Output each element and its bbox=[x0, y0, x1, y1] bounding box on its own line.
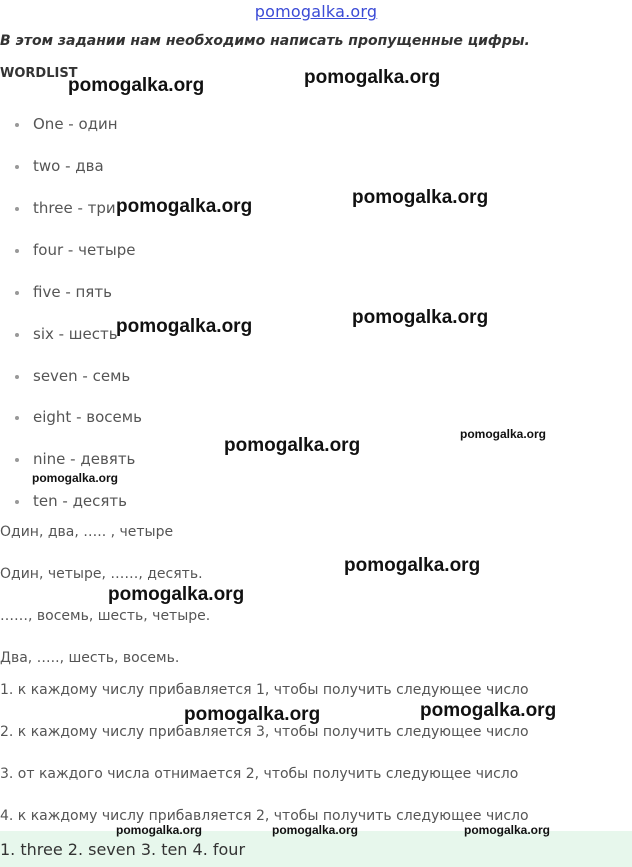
watermark: pomogalka.org bbox=[352, 187, 489, 208]
bullet-icon bbox=[15, 458, 19, 462]
bullet-icon bbox=[15, 375, 19, 379]
watermark: pomogalka.org bbox=[460, 427, 547, 441]
watermark: pomogalka.org bbox=[352, 307, 489, 328]
bullet-icon bbox=[15, 165, 19, 169]
sequence-line: Два, ….., шесть, восемь. bbox=[0, 650, 180, 666]
sequence-line: Один, четыре, ……, десять. bbox=[0, 566, 203, 582]
watermark: pomogalka.org bbox=[344, 555, 481, 576]
bullet-icon bbox=[15, 500, 19, 504]
watermark: pomogalka.org bbox=[116, 196, 253, 217]
rule-line: 2. к каждому числу прибавляется 3, чтобы получить следующее число bbox=[0, 724, 529, 740]
wordlist-heading: WORDLIST bbox=[0, 66, 78, 81]
watermark: pomogalka.org bbox=[464, 823, 551, 837]
rule-line: 1. к каждому числу прибавляется 1, чтобы получить следующее число bbox=[0, 682, 529, 698]
watermark: pomogalka.org bbox=[108, 584, 245, 605]
bullet-icon bbox=[15, 123, 19, 127]
watermark: pomogalka.org bbox=[304, 67, 441, 88]
watermark: pomogalka.org bbox=[272, 823, 359, 837]
watermark: pomogalka.org bbox=[116, 823, 203, 837]
task-intro: В этом задании нам необходимо написать пропущенные цифры. bbox=[0, 33, 530, 49]
bullet-icon bbox=[15, 249, 19, 253]
watermark: pomogalka.org bbox=[32, 471, 119, 485]
sequence-line: Один, два, ….. , четыре bbox=[0, 524, 174, 540]
rule-line: 3. от каждого числа отнимается 2, чтобы получить следующее число bbox=[0, 766, 519, 782]
rule-line: 4. к каждому числу прибавляется 2, чтобы получить следующее число bbox=[0, 808, 529, 824]
watermark: pomogalka.org bbox=[116, 316, 253, 337]
bullet-icon bbox=[15, 416, 19, 420]
watermark: pomogalka.org bbox=[224, 435, 361, 456]
site-header-link[interactable]: pomogalka.org bbox=[254, 2, 378, 21]
watermark: pomogalka.org bbox=[420, 700, 557, 721]
bullet-icon bbox=[15, 207, 19, 211]
answer-text: 1. three 2. seven 3. ten 4. four bbox=[0, 840, 246, 859]
watermark: pomogalka.org bbox=[184, 704, 321, 725]
bullet-icon bbox=[15, 291, 19, 295]
bullet-icon bbox=[15, 333, 19, 337]
watermark: pomogalka.org bbox=[68, 75, 205, 96]
sequence-line: ……, восемь, шесть, четыре. bbox=[0, 608, 211, 624]
